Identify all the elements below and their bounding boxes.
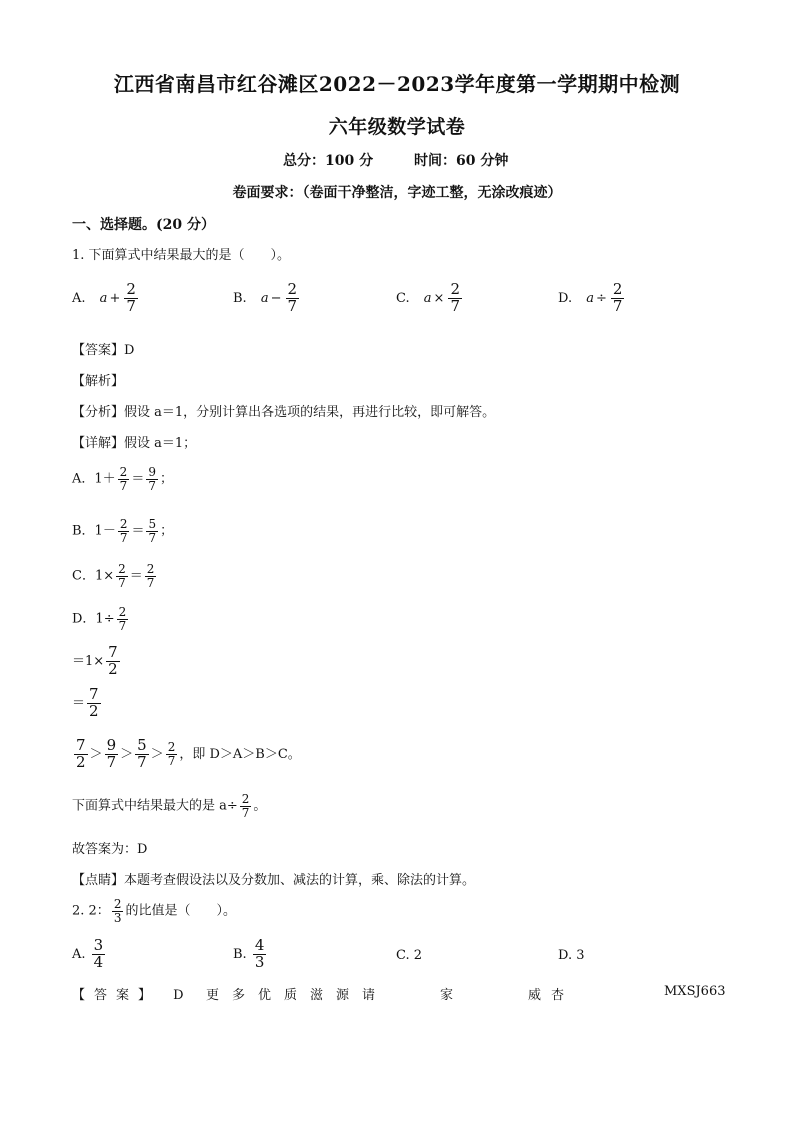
compare-line: $\frac{7}{2}$ ＞ $\frac{9}{7}$ ＞ $\frac{5}{7}$ ＞ $\frac{2}{7}$ ，即 D＞A＞B＞C。 [76, 736, 301, 771]
answer-value: D [124, 343, 135, 358]
option-op: − [270, 290, 282, 306]
work-line-a: A．1＋ $\frac{2}{7}$ ＝ $\frac{9}{7}$ ； [72, 465, 173, 493]
q1-option-c [396, 282, 464, 315]
option-var: a [423, 290, 432, 306]
analysis-tag: 【解析】 [72, 374, 125, 389]
footer-watermark-3: 威杏 [528, 988, 575, 1003]
option-label: A. [72, 290, 86, 306]
q2-option-c: C. 2 [396, 948, 423, 963]
exam-time: 时间：60 分钟 [414, 153, 509, 169]
answer-tag: 【答案】 [72, 343, 125, 358]
option-label: D. [558, 290, 573, 306]
question-2-stem: 2. 2： $\frac{2}{3}$ 的比值是（ ）。 [72, 897, 236, 925]
document-subtitle: 六年级数学试卷 [328, 116, 466, 138]
q1-option-a [72, 282, 140, 315]
work-line-d: D．1÷ $\frac{2}{7}$ [72, 605, 127, 633]
option-label: B. [233, 290, 247, 306]
section-heading: 一、选择题。(20 分） [72, 217, 215, 233]
xiangjie-tag: 【详解】 [72, 436, 125, 451]
q2-option-d: D. 3 [558, 948, 585, 963]
option-fraction: $\frac{2}{7}$ [612, 280, 623, 315]
work-line-c: C．1× $\frac{2}{7}$ ＝ $\frac{2}{7}$ [72, 562, 155, 590]
option-var: a [586, 290, 594, 306]
total-score: 总分：100 分 [283, 153, 374, 169]
option-op: + [109, 290, 121, 306]
option-op: ÷ [596, 290, 607, 306]
footer-code: MXSJ663 [664, 984, 726, 999]
q1-option-d [558, 282, 626, 315]
option-op: × [433, 290, 445, 306]
dianjing-tag: 【点睛】 [72, 873, 125, 888]
footer-watermark: 更多优质滋源请 [206, 988, 389, 1003]
question-1-stem: 1. 下面算式中结果最大的是（ ）。 [72, 248, 291, 263]
option-label: C. [396, 290, 410, 306]
option-fraction: $\frac{2}{7}$ [450, 280, 460, 315]
work-line-d2: ＝1× $\frac{7}{2}$ [72, 643, 118, 678]
conclusion-line: 下面算式中结果最大的是 a÷ $\frac{2}{7}$ 。 [72, 792, 267, 820]
dianjing-line [72, 869, 475, 888]
answer-line [72, 339, 134, 358]
q1-option-b [233, 282, 301, 315]
fenxi-line [72, 401, 495, 420]
option-var: a [99, 290, 108, 306]
xiangjie-text: 假设 a＝1； [124, 436, 197, 451]
option-fraction: $\frac{2}{7}$ [126, 280, 136, 315]
final-answer: 故答案为：D [72, 842, 148, 857]
work-line-b: B．1－ $\frac{2}{7}$ ＝ $\frac{5}{7}$ ； [72, 517, 174, 545]
dianjing-text: 本题考查假设法以及分数加、减法的计算，乘、除法的计算。 [124, 873, 476, 888]
footer-watermark-2: 家 [440, 988, 454, 1003]
option-var: a [260, 290, 269, 306]
paper-requirement: 卷面要求：（卷面干净整洁，字迹工整，无涂改痕迹） [232, 185, 562, 201]
fenxi-tag: 【分析】 [72, 405, 125, 420]
xiangjie-line [72, 432, 196, 451]
q2-option-b: B. $\frac{4}{3}$ [233, 936, 265, 971]
footer-answer: 【答案】 D [72, 988, 193, 1003]
option-fraction: $\frac{2}{7}$ [287, 280, 298, 315]
fenxi-text: 假设 a＝1，分别计算出各选项的结果，再进行比较，即可解答。 [124, 405, 496, 420]
document-title: 江西省南昌市红谷滩区2022－2023学年度第一学期期中检测 [113, 72, 681, 96]
q2-option-a: A. $\frac{3}{4}$ [72, 936, 104, 971]
work-line-d3: ＝ $\frac{7}{2}$ [72, 685, 99, 720]
